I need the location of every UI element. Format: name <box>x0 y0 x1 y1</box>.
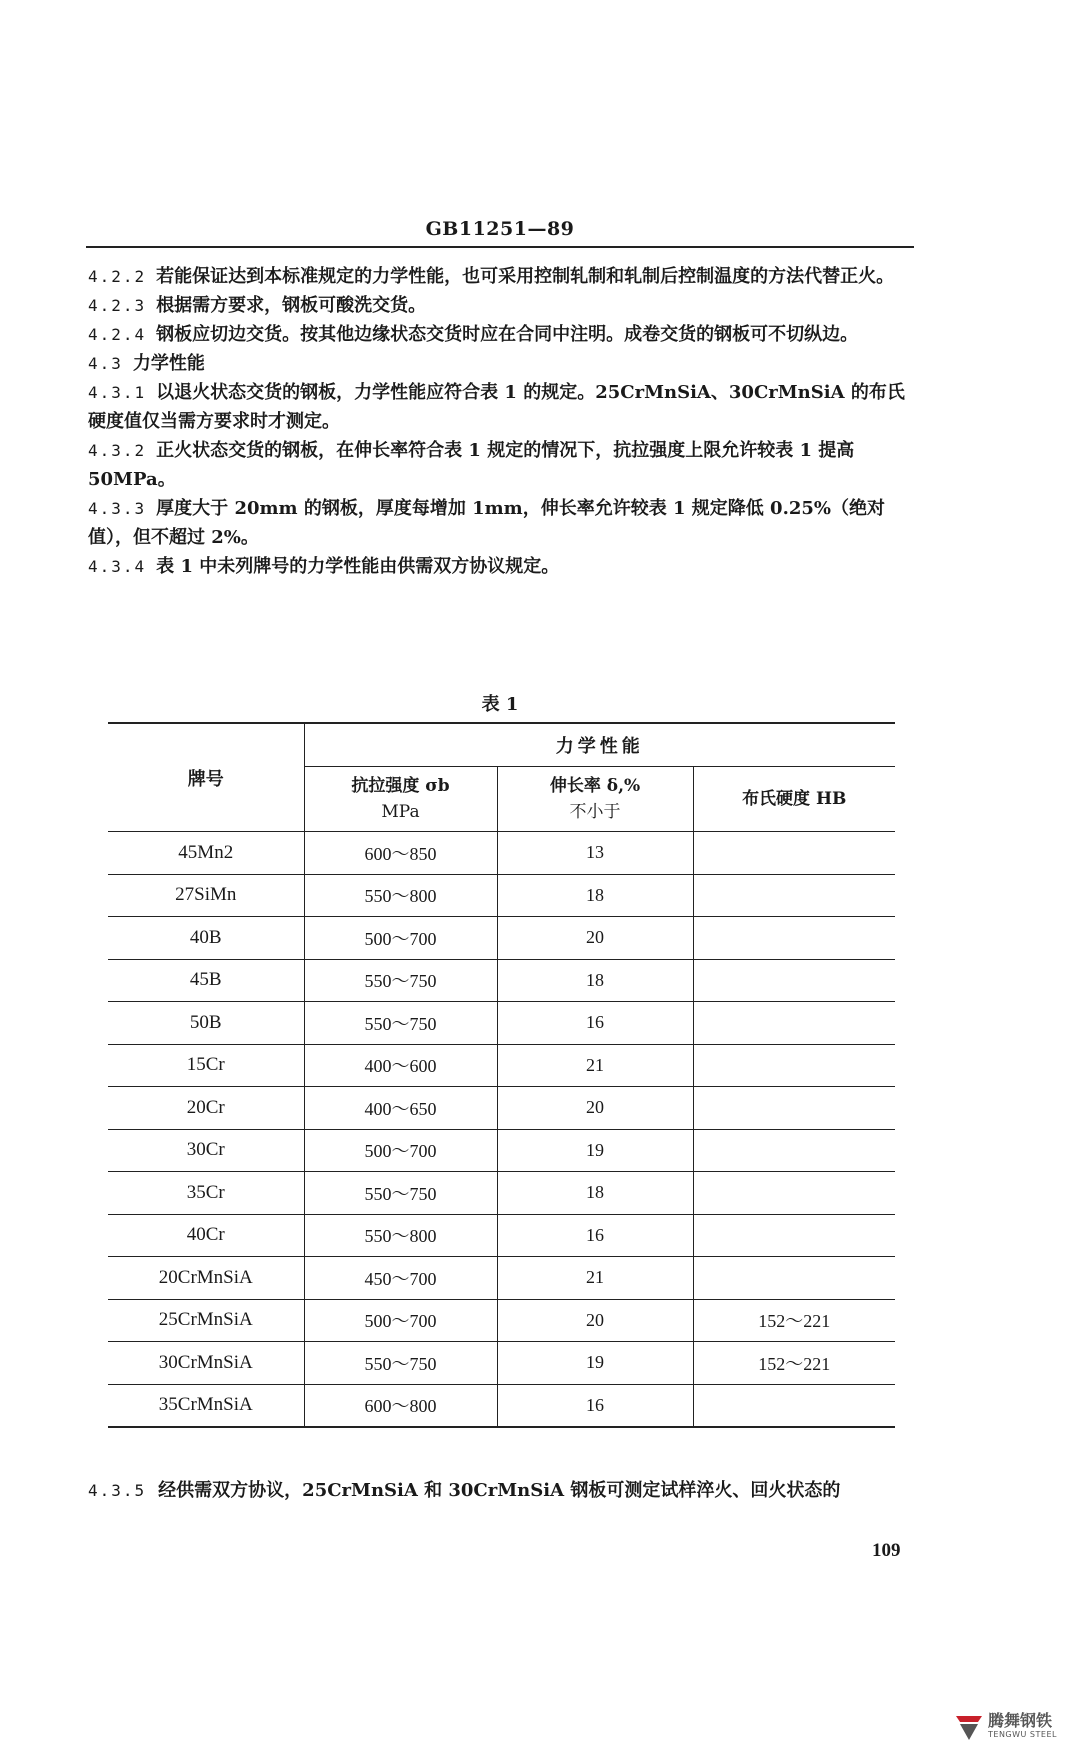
grade-cell: 30Cr <box>108 1129 304 1172</box>
table-row <box>108 917 895 960</box>
tensile-cell: 550～800 <box>304 874 497 917</box>
header-elongation <box>497 767 693 832</box>
tensile-cell: 600～850 <box>304 832 497 875</box>
paragraph-4-3-2 <box>88 436 918 494</box>
paragraph-4-3-1 <box>88 378 918 436</box>
elongation-cell: 16 <box>497 1214 693 1257</box>
table-row <box>108 1002 895 1045</box>
hardness-cell <box>693 832 895 875</box>
table-row <box>108 1172 895 1215</box>
grade-cell: 35Cr <box>108 1172 304 1215</box>
standard-code: GB11251—89 <box>425 218 575 240</box>
clause-number: 4.3.5 <box>88 1481 147 1500</box>
table-body <box>108 832 895 1428</box>
elongation-cell: 19 <box>497 1129 693 1172</box>
elongation-cell: 16 <box>497 1384 693 1427</box>
table-row <box>108 1129 895 1172</box>
tensile-cell: 500～700 <box>304 917 497 960</box>
tensile-cell: 400～600 <box>304 1044 497 1087</box>
clause-text: 正火状态交货的钢板，在伸长率符合表 1 规定的情况下，抗拉强度上限允许较表 1 提高 50MPa。 <box>88 440 855 490</box>
clause-number: 4.3.4 <box>88 557 147 576</box>
header-rule <box>86 246 914 248</box>
hardness-cell <box>693 1172 895 1215</box>
tensile-cell: 550～750 <box>304 1342 497 1385</box>
grade-cell: 27SiMn <box>108 874 304 917</box>
watermark-logo <box>952 1706 1072 1746</box>
clause-number: 4.2.3 <box>88 296 147 315</box>
table-row <box>108 1257 895 1300</box>
table-row <box>108 1087 895 1130</box>
table-row <box>108 1342 895 1385</box>
tensile-cell: 500～700 <box>304 1129 497 1172</box>
hardness-cell: 152～221 <box>693 1299 895 1342</box>
clause-number: 4.3.3 <box>88 499 147 518</box>
elongation-cell: 20 <box>497 917 693 960</box>
clause-text: 钢板应切边交货。按其他边缘状态交货时应在合同中注明。成卷交货的钢板可不切纵边。 <box>156 324 859 345</box>
elongation-cell: 18 <box>497 874 693 917</box>
elongation-cell: 13 <box>497 832 693 875</box>
clause-text: 厚度大于 20mm 的钢板，厚度每增加 1mm，伸长率允许较表 1 规定降低 0.25%（绝对值），但不超过 2%。 <box>88 498 885 548</box>
clause-number: 4.2.2 <box>88 267 147 286</box>
hardness-cell <box>693 917 895 960</box>
table-row <box>108 1299 895 1342</box>
header-tensile-strength <box>304 767 497 832</box>
hardness-cell <box>693 1384 895 1427</box>
hardness-cell <box>693 1257 895 1300</box>
tensile-cell: 500～700 <box>304 1299 497 1342</box>
header-brinell-hardness: 布氏硬度 HB <box>693 767 895 832</box>
paragraph-4-3-3 <box>88 494 918 552</box>
clause-number: 4.3 <box>88 354 123 373</box>
page-number: 109 <box>872 1540 901 1561</box>
elongation-cell: 19 <box>497 1342 693 1385</box>
paragraph-4-2-2 <box>88 262 918 291</box>
tensile-cell: 550～750 <box>304 1172 497 1215</box>
hardness-cell <box>693 1002 895 1045</box>
tensile-label: 抗拉强度 σb <box>351 776 450 796</box>
paragraph-4-3-4 <box>88 552 918 581</box>
hardness-cell <box>693 1129 895 1172</box>
clause-text: 根据需方要求，钢板可酸洗交货。 <box>156 295 427 316</box>
grade-cell: 40B <box>108 917 304 960</box>
grade-cell: 20CrMnSiA <box>108 1257 304 1300</box>
grade-cell: 20Cr <box>108 1087 304 1130</box>
hardness-cell <box>693 1214 895 1257</box>
table-row <box>108 832 895 875</box>
grade-cell: 45Mn2 <box>108 832 304 875</box>
grade-cell: 25CrMnSiA <box>108 1299 304 1342</box>
clause-number: 4.3.2 <box>88 441 147 460</box>
hardness-cell: 152～221 <box>693 1342 895 1385</box>
hardness-cell <box>693 1044 895 1087</box>
grade-cell: 50B <box>108 1002 304 1045</box>
elongation-cell: 18 <box>497 959 693 1002</box>
table-row <box>108 1384 895 1427</box>
tensile-cell: 550～800 <box>304 1214 497 1257</box>
table-row <box>108 874 895 917</box>
tensile-cell: 600～800 <box>304 1384 497 1427</box>
watermark-name-en: TENGWU STEEL <box>988 1730 1057 1739</box>
elongation-label: 伸长率 δ,% <box>549 776 641 796</box>
body-text <box>88 262 918 581</box>
tensile-unit: MPa <box>381 802 420 822</box>
elongation-cell: 18 <box>497 1172 693 1215</box>
hardness-cell <box>693 874 895 917</box>
grade-cell: 30CrMnSiA <box>108 1342 304 1385</box>
section-heading: 力学性能 <box>132 353 205 374</box>
tensile-cell: 400～650 <box>304 1087 497 1130</box>
elongation-cell: 21 <box>497 1257 693 1300</box>
clause-text: 表 1 中未列牌号的力学性能由供需双方协议规定。 <box>156 556 560 577</box>
clause-number: 4.3.1 <box>88 383 147 402</box>
elongation-cell: 20 <box>497 1087 693 1130</box>
grade-cell: 35CrMnSiA <box>108 1384 304 1427</box>
tensile-cell: 550～750 <box>304 1002 497 1045</box>
grade-cell: 15Cr <box>108 1044 304 1087</box>
header-grade: 牌号 <box>108 723 304 832</box>
table-row <box>108 959 895 1002</box>
clause-text: 若能保证达到本标准规定的力学性能，也可采用控制轧制和轧制后控制温度的方法代替正火。 <box>156 266 895 287</box>
watermark-name-cn: 腾舞钢铁 <box>988 1711 1053 1730</box>
elongation-cell: 16 <box>497 1002 693 1045</box>
hardness-cell <box>693 1087 895 1130</box>
table-caption: 表 1 <box>481 694 519 715</box>
hardness-cell <box>693 959 895 1002</box>
grade-cell: 45B <box>108 959 304 1002</box>
tengwu-logo-icon <box>952 1710 986 1742</box>
paragraph-4-3-5 <box>88 1476 918 1505</box>
paragraph-4-2-3 <box>88 291 918 320</box>
elongation-cell: 20 <box>497 1299 693 1342</box>
elongation-note: 不小于 <box>569 802 621 822</box>
table-row <box>108 1214 895 1257</box>
clause-number: 4.2.4 <box>88 325 147 344</box>
clause-text: 以退火状态交货的钢板，力学性能应符合表 1 的规定。25CrMnSiA、30CrMnSiA 的布氏硬度值仅当需方要求时才测定。 <box>88 382 905 432</box>
grade-cell: 40Cr <box>108 1214 304 1257</box>
elongation-cell: 21 <box>497 1044 693 1087</box>
paragraph-4-3 <box>88 349 918 378</box>
table-row <box>108 1044 895 1087</box>
header-mechanical-properties: 力学性能 <box>304 723 895 767</box>
paragraph-4-2-4 <box>88 320 918 349</box>
tensile-cell: 450～700 <box>304 1257 497 1300</box>
clause-text: 经供需双方协议，25CrMnSiA 和 30CrMnSiA 钢板可测定试样淬火、回火状态的 <box>158 1480 841 1501</box>
tensile-cell: 550～750 <box>304 959 497 1002</box>
mechanical-properties-table <box>108 722 895 1428</box>
